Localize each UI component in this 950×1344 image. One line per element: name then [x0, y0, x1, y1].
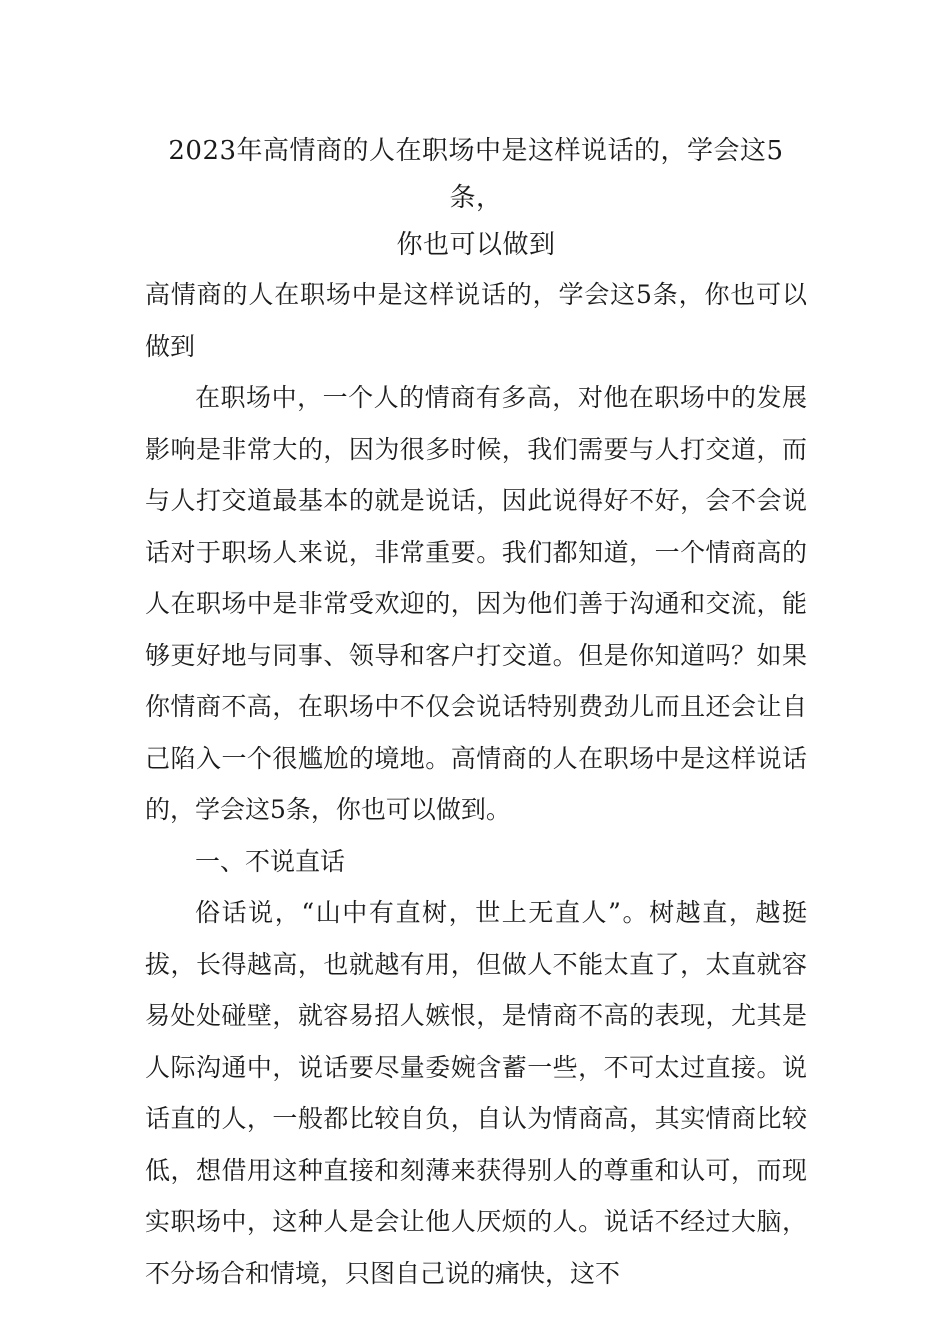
section-1-heading: 一、不说直话 — [195, 846, 346, 876]
document-title — [145, 128, 807, 269]
title-line-1: 2023年高情商的人在职场中是这样说话的，学会这5条， — [168, 136, 784, 213]
subtitle-paragraph: 高情商的人在职场中是这样说话的，学会这5条，你也可以做到 — [145, 280, 807, 361]
document-page — [145, 128, 807, 1299]
title-line-2: 你也可以做到 — [396, 230, 556, 260]
section-1-paragraph: 俗话说，“山中有直树，世上无直人”。树越直，越挺拔，长得越高，也就越有用，但做人不能太直了，太直就容易处处碰壁，就容易招人嫉恨，是情商不高的表现，尤其是人际沟通中，说话要尽量委婉含蓄一些，不可太过直接。说话直的人，一般都比较自负，自认为情商高，其实情商比较低，想借用这种直接和刻薄来获得别人的尊重和认可，而现实职场中，这种人是会让他人厌烦的人。说话不经过大脑，不分场合和情境，只图自己说的痛快，这不 — [145, 898, 807, 1288]
intro-paragraph: 在职场中，一个人的情商有多高，对他在职场中的发展影响是非常大的，因为很多时候，我们需要与人打交道，而与人打交道最基本的就是说话，因此说得好不好，会不会说话对于职场人来说，非常重要。我们都知道，一个情商高的人在职场中是非常受欢迎的，因为他们善于沟通和交流，能够更好地与同事、领导和客户打交道。但是你知道吗？如果你情商不高，在职场中不仅会说话特别费劲儿而且还会让自己陷入一个很尴尬的境地。高情商的人在职场中是这样说话的，学会这5条，你也可以做到。 — [145, 383, 807, 824]
